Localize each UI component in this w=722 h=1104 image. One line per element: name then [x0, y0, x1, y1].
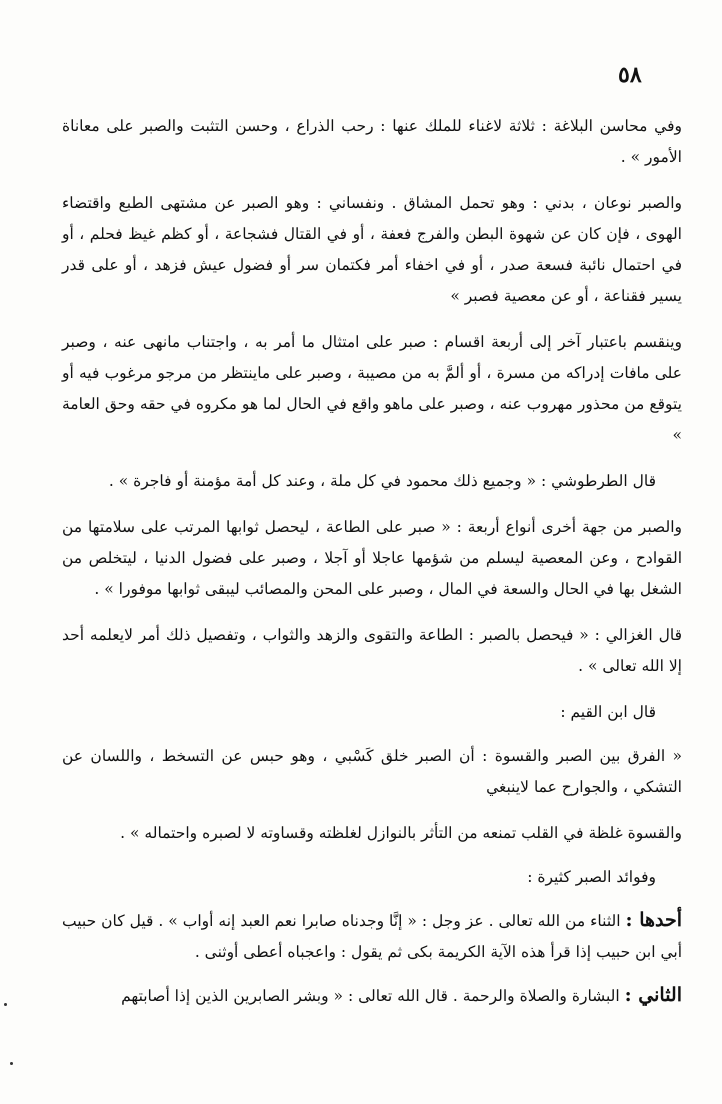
paragraph-text: وفي محاسن البلاغة : ثلاثة لاغناء للملك عنها : رحب الذراع ، وحسن التثبت والصبر على معاناة الأمور » . [62, 117, 682, 166]
paragraph [62, 619, 682, 682]
paragraph-text: والصبر نوعان ، بدني : وهو تحمل المشاق . ونفساني : وهو الصبر عن مشتهى الطبع واقتضاء الهوى ، فإن كان عن شهوة البطن والفرج فعفة ، أو في القتال فشجاعة ، أو كظم غيظ فحلم ، أو في احتمال نائبة فسعة صدر ، أو في اخفاء أمر فكتمان سر أو فضول عيش فزهد ، أو على قدر يسير فقناعة ، أو عن معصية فصبر » [62, 194, 682, 305]
paragraph-text: « الفرق بين الصبر والقسوة : أن الصبر خلق كَسْبي ، وهو حبس عن التسخط ، واللسان عن التشكي ، والجوارح عما لاينبغي [62, 747, 682, 796]
scan-speck [4, 1003, 7, 1006]
page-number: ٥٨ [618, 62, 642, 88]
paragraph [62, 110, 682, 173]
paragraph [62, 511, 682, 605]
paragraph [62, 187, 682, 312]
paragraph-text: والصبر من جهة أخرى أنواع أربعة : « صبر على الطاعة ، ليحصل ثوابها المرتب على سلامتها من القوادح ، وعن المعصية ليسلم من شؤمها عاجلا أو آجلا ، وصبر على فضول الدنيا ، ليتخلص من الشغل بها في الحال والسعة في المال ، وصبر على المحن والمصائب ليبقى ثوابها موفورا » . [62, 518, 682, 598]
paragraph [62, 980, 682, 1012]
body-text [62, 110, 682, 1026]
paragraph-lead: أحدها : [625, 909, 682, 931]
paragraph-text: قال الغزالي : « فيحصل بالصبر : الطاعة والتقوى والزهد والثواب ، وتفصيل ذلك أمر لايعلمه أحد إلا الله تعالى » . [62, 626, 682, 675]
paragraph [62, 740, 682, 803]
paragraph-lead: الثاني : [624, 984, 682, 1006]
paragraph-text: قال ابن القيم : [560, 703, 656, 721]
paragraph [62, 817, 682, 849]
paragraph [62, 905, 682, 968]
paragraph [62, 465, 682, 497]
scan-speck [10, 1062, 13, 1065]
paragraph [62, 861, 682, 893]
paragraph-text: البشارة والصلاة والرحمة . قال الله تعالى : « وبشر الصابرين الذين إذا أصابتهم [121, 987, 620, 1005]
paragraph-text: وينقسم باعتبار آخر إلى أربعة اقسام : صبر على امتثال ما أمر به ، واجتناب مانهى عنه ، وصبر على مافات إدراكه من مسرة ، أو ألمَّ به من مصيبة ، وصبر على ماينتظر من مرجو مرغوب فيه أو يتوقع من محذور مهروب عنه ، وصبر على ماهو واقع في الحال لما هو مكروه في حقه وحق العامة » [62, 333, 682, 444]
paragraph-text: وفوائد الصبر كثيرة : [527, 868, 656, 886]
paragraph [62, 326, 682, 451]
paragraph-text: الثناء من الله تعالى . عز وجل : « إنَّا وجدناه صابرا نعم العبد إنه أواب » . قيل كان حبيب أبي ابن حبيب إذا قرأ هذه الآية الكريمة بكى ثم يقول : واعجباه أعطى أوثنى . [62, 912, 682, 961]
paragraph-text: والقسوة غلظة في القلب تمنعه من التأثر بالنوازل لغلظته وقساوته لا لصبره واحتماله » . [120, 824, 682, 842]
paragraph [62, 696, 682, 728]
paragraph-text: قال الطرطوشي : « وجميع ذلك محمود في كل ملة ، وعند كل أمة مؤمنة أو فاجرة » . [108, 472, 656, 490]
